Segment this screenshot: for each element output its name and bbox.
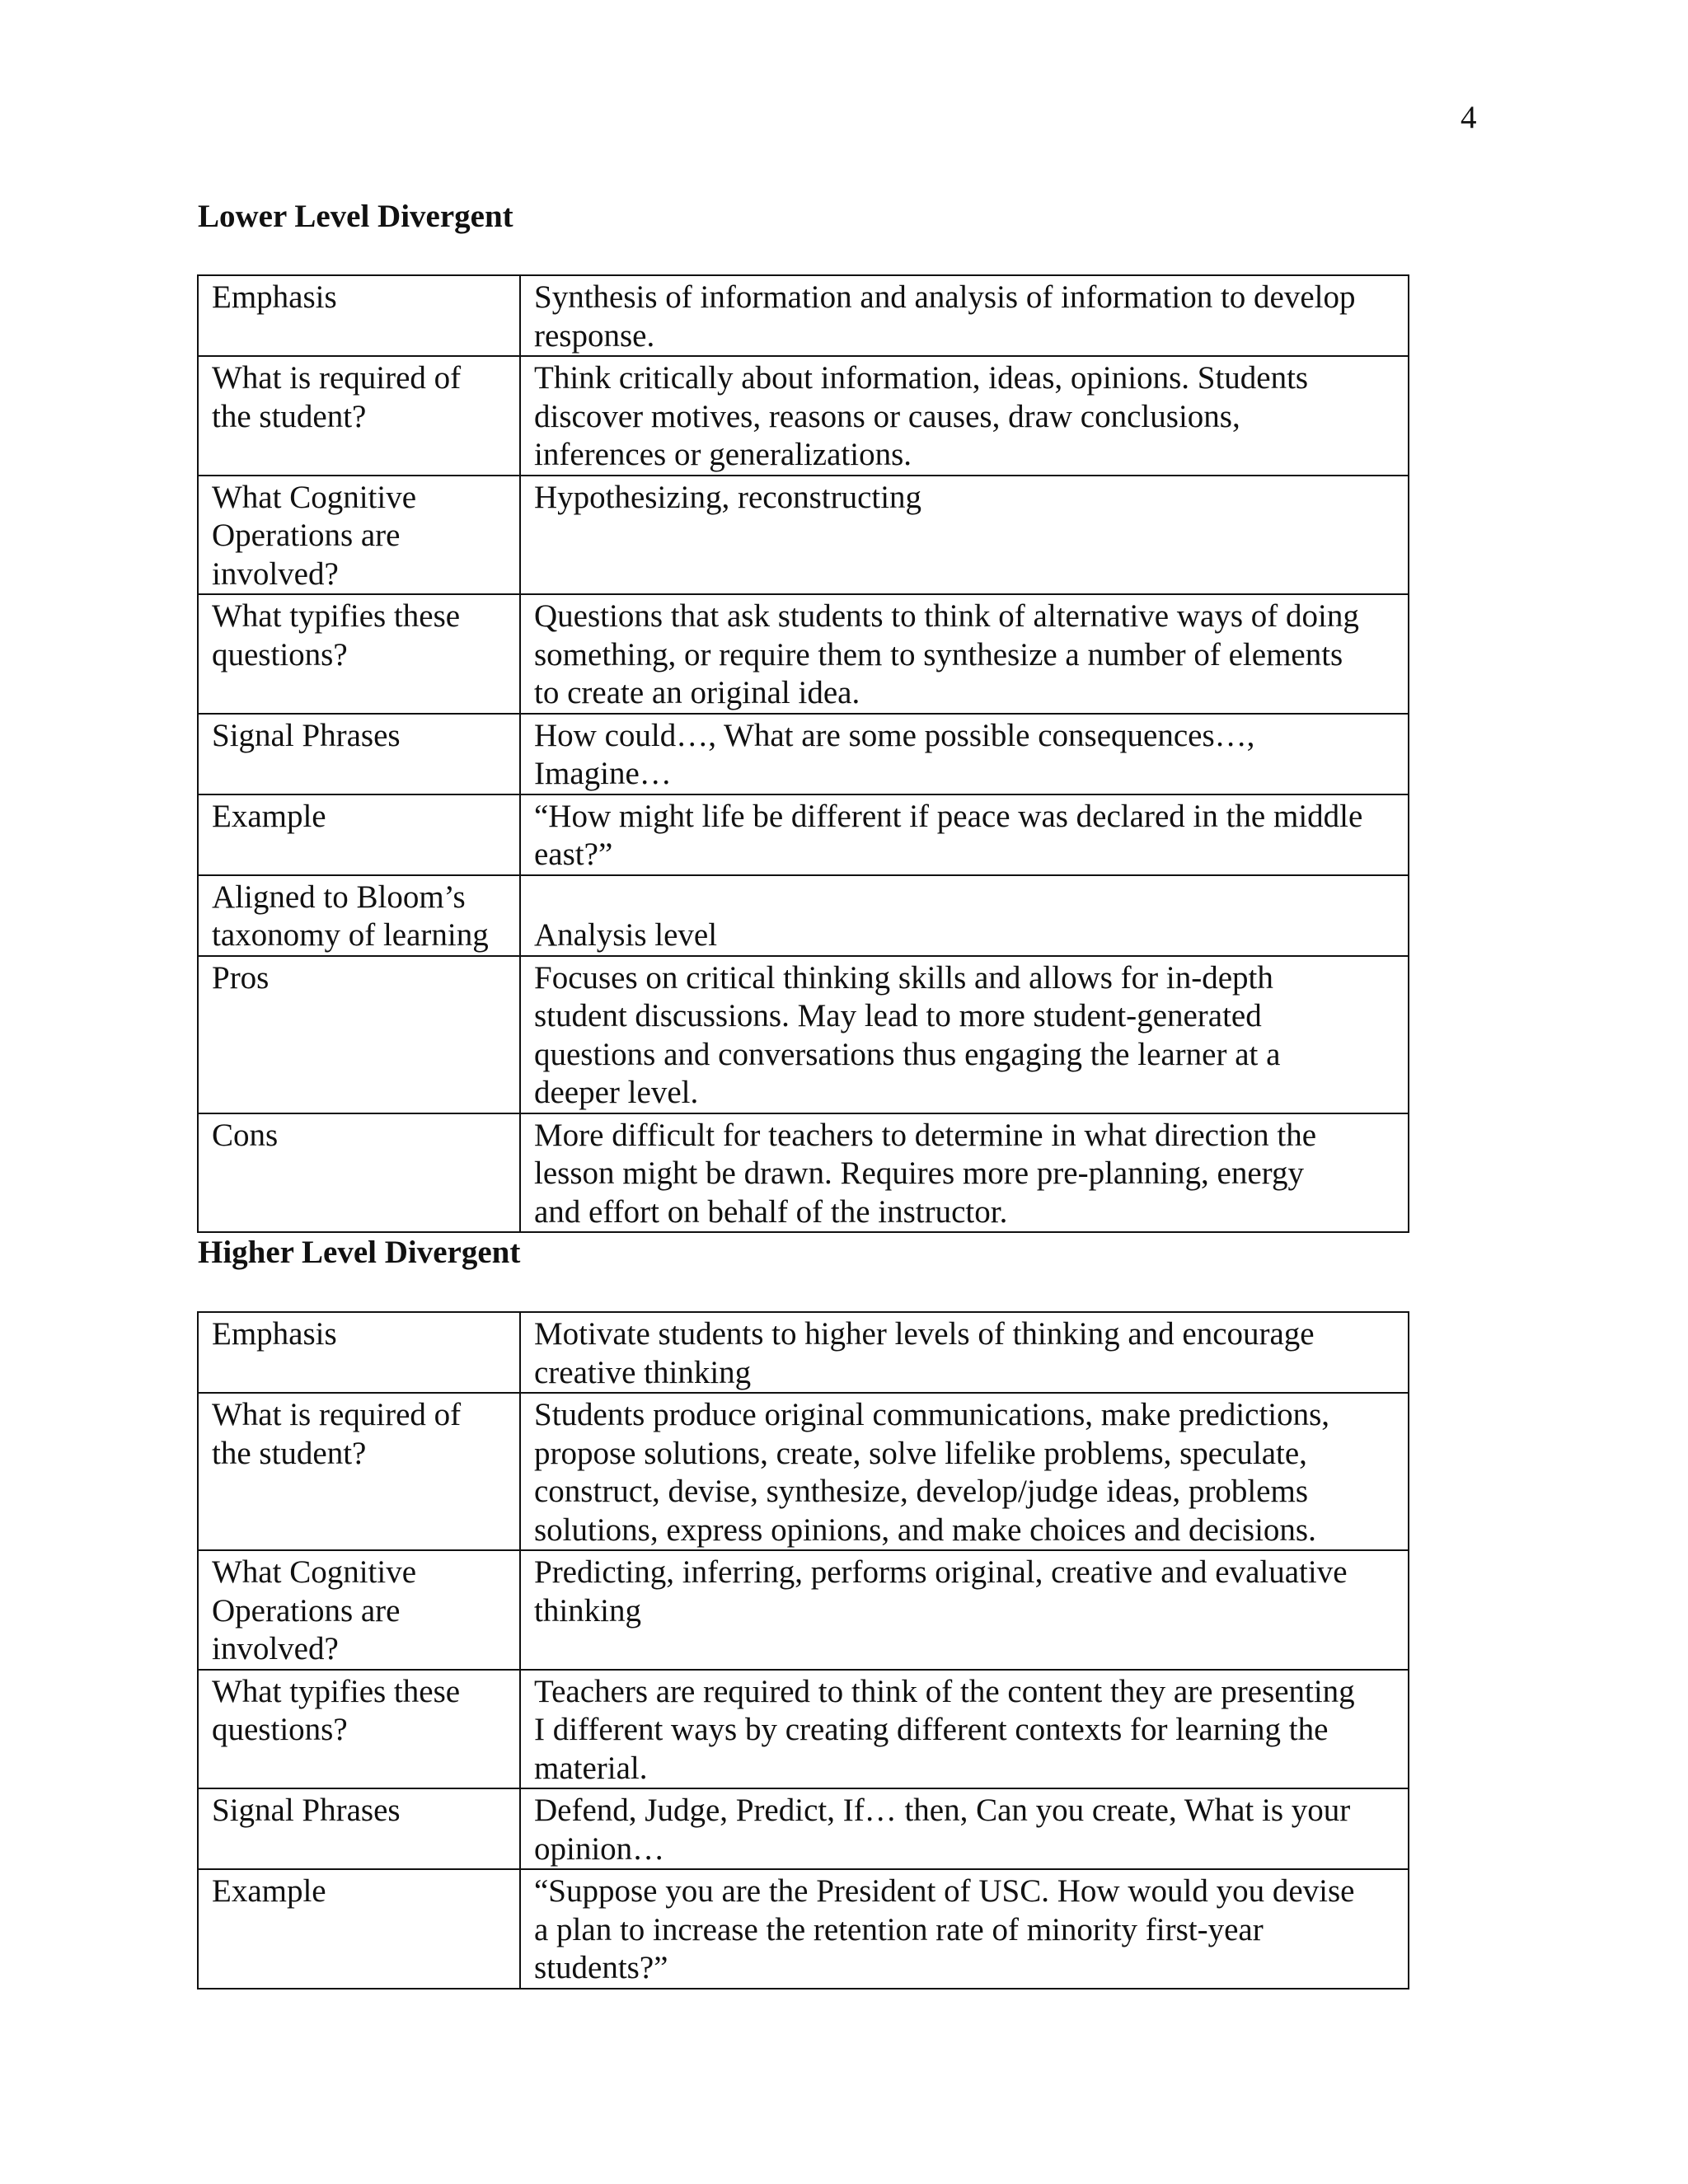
lower-level-divergent-table bbox=[197, 274, 1409, 1233]
row-value: More difficult for teachers to determine in what direction the lesson might be drawn. Requires more pre-planning, energy and effort on behalf of the instructor. bbox=[520, 1113, 1409, 1233]
row-value: Synthesis of information and analysis of information to develop response. bbox=[520, 275, 1409, 356]
table-row bbox=[198, 275, 1409, 356]
row-label: What Cognitive Operations are involved? bbox=[198, 476, 520, 595]
row-label: What Cognitive Operations are involved? bbox=[198, 1550, 520, 1670]
row-label: Aligned to Bloom’s taxonomy of learning bbox=[198, 875, 520, 956]
row-label: What is required of the student? bbox=[198, 356, 520, 476]
row-value: Defend, Judge, Predict, If… then, Can you create, What is your opinion… bbox=[520, 1788, 1409, 1869]
row-value: Think critically about information, ideas, opinions. Students discover motives, reasons or causes, draw conclusions, inferences or generalizations. bbox=[520, 356, 1409, 476]
table-row bbox=[198, 1113, 1409, 1233]
page-number: 4 bbox=[1461, 100, 1477, 135]
row-label: Signal Phrases bbox=[198, 1788, 520, 1869]
row-label: Emphasis bbox=[198, 275, 520, 356]
table-row bbox=[198, 714, 1409, 794]
row-label: Example bbox=[198, 1869, 520, 1989]
row-label: What typifies these questions? bbox=[198, 594, 520, 714]
table-row bbox=[198, 1788, 1409, 1869]
table-row bbox=[198, 956, 1409, 1113]
table-row bbox=[198, 794, 1409, 875]
row-value: Analysis level bbox=[520, 875, 1409, 956]
row-label: Cons bbox=[198, 1113, 520, 1233]
table-row bbox=[198, 594, 1409, 714]
row-value: Predicting, inferring, performs original, creative and evaluative thinking bbox=[520, 1550, 1409, 1670]
row-label: Signal Phrases bbox=[198, 714, 520, 794]
table-row bbox=[198, 476, 1409, 595]
row-label: Pros bbox=[198, 956, 520, 1113]
higher-level-divergent-table bbox=[197, 1311, 1409, 1990]
table-row bbox=[198, 875, 1409, 956]
section-heading-higher-level-divergent: Higher Level Divergent bbox=[198, 1235, 521, 1270]
row-value: “How might life be different if peace was declared in the middle east?” bbox=[520, 794, 1409, 875]
row-value: Motivate students to higher levels of thinking and encourage creative thinking bbox=[520, 1312, 1409, 1393]
row-label: What typifies these questions? bbox=[198, 1670, 520, 1789]
table-row bbox=[198, 1550, 1409, 1670]
table-row bbox=[198, 356, 1409, 476]
table-row bbox=[198, 1312, 1409, 1393]
row-value: Hypothesizing, reconstructing bbox=[520, 476, 1409, 595]
row-value: Focuses on critical thinking skills and allows for in-depth student discussions. May lead to more student-generated questions and conversations thus engaging the learner at a deeper level. bbox=[520, 956, 1409, 1113]
row-value: Questions that ask students to think of alternative ways of doing something, or require them to synthesize a number of elements to create an original idea. bbox=[520, 594, 1409, 714]
row-value: “Suppose you are the President of USC. How would you devise a plan to increase the retention rate of minority first-year students?” bbox=[520, 1869, 1409, 1989]
row-label: What is required of the student? bbox=[198, 1393, 520, 1550]
table-row bbox=[198, 1869, 1409, 1989]
row-label: Example bbox=[198, 794, 520, 875]
row-label: Emphasis bbox=[198, 1312, 520, 1393]
section-heading-lower-level-divergent: Lower Level Divergent bbox=[198, 199, 513, 234]
row-value: Students produce original communications, make predictions, propose solutions, create, solve lifelike problems, speculate, construct, devise, synthesize, develop/judge ideas, problems solutions, express opinions, and make choices and decisions. bbox=[520, 1393, 1409, 1550]
table-row bbox=[198, 1393, 1409, 1550]
row-value: How could…, What are some possible consequences…, Imagine… bbox=[520, 714, 1409, 794]
table-row bbox=[198, 1670, 1409, 1789]
row-value: Teachers are required to think of the content they are presenting I different ways by creating different contexts for learning the material. bbox=[520, 1670, 1409, 1789]
